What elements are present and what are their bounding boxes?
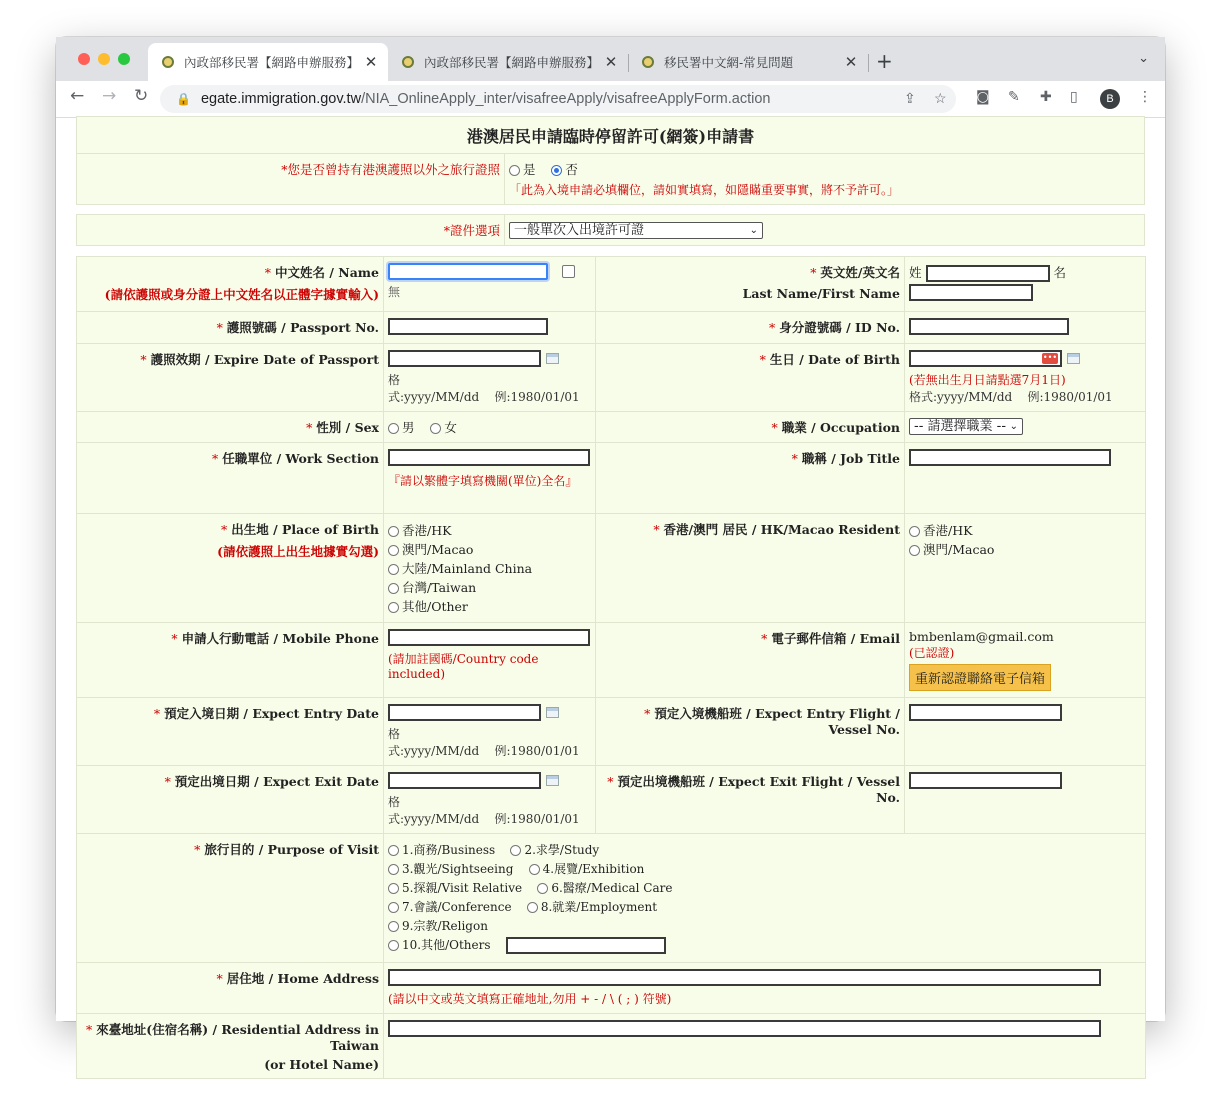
home-address-note: (請以中文或英文填寫正確地址,勿用 + - / \ ( ; ) 符號) xyxy=(388,992,672,1006)
purpose-visit-relative-radio[interactable] xyxy=(388,883,399,894)
purpose-others-input[interactable] xyxy=(506,937,666,954)
form-title: 港澳居民申請臨時停留許可(網簽)申請書 xyxy=(77,117,1145,154)
entry-flight-input[interactable] xyxy=(909,704,1062,721)
home-address-input[interactable] xyxy=(388,969,1101,986)
pob-option: 大陸/Mainland China xyxy=(388,559,591,578)
doc-type-table xyxy=(76,214,1145,246)
new-tab-icon[interactable]: + xyxy=(876,49,893,73)
calendar-icon[interactable] xyxy=(546,353,559,364)
purpose-study-radio[interactable] xyxy=(510,845,521,856)
more-menu-icon[interactable]: ⋮ xyxy=(1138,89,1152,105)
work-section-note: 『請以繁體字填寫機關(單位)全名』 xyxy=(388,474,578,488)
site-favicon-icon xyxy=(642,56,654,68)
eyedropper-icon[interactable]: ✎ xyxy=(1008,89,1020,105)
dob-input[interactable] xyxy=(909,350,1062,367)
passport-expire-input[interactable] xyxy=(388,350,541,367)
job-title-label: 職稱 / Job Title xyxy=(801,451,900,466)
taiwan-address-input[interactable] xyxy=(388,1020,1101,1037)
tab-title: 移民署中文網-常見問題 xyxy=(664,56,794,70)
other-doc-label: *您是否曾持有港澳護照以外之旅行證照 xyxy=(281,162,500,177)
site-favicon-icon xyxy=(162,56,174,68)
entry-flight-label: 預定入境機船班 / Expect Entry Flight / Vessel No. xyxy=(654,706,900,737)
purpose-label: 旅行目的 / Purpose of Visit xyxy=(204,842,379,857)
chinese-name-label: 中文姓名 / Name xyxy=(275,265,379,280)
purpose-business-radio[interactable] xyxy=(388,845,399,856)
minimize-window-button[interactable] xyxy=(98,53,110,65)
address-bar[interactable] xyxy=(160,85,956,113)
resident-label: 香港/澳門 居民 / HK/Macao Resident xyxy=(663,522,900,537)
close-tab-icon[interactable]: ✕ xyxy=(844,54,858,71)
other-doc-no-radio[interactable] xyxy=(551,165,562,176)
mobile-phone-input[interactable] xyxy=(388,629,590,646)
mobile-phone-label: 申請人行動電話 / Mobile Phone xyxy=(181,631,379,646)
tab-search-chevron-icon[interactable]: ⌄ xyxy=(1138,51,1149,66)
purpose-religion-radio[interactable] xyxy=(388,921,399,932)
calendar-icon[interactable] xyxy=(546,707,559,718)
pob-other-radio[interactable] xyxy=(388,602,399,613)
purpose-employment-radio[interactable] xyxy=(527,902,538,913)
occupation-select[interactable]: -- 請選擇職業 -- ⌄ xyxy=(909,418,1023,435)
email-value: bmbenlam@gmail.com xyxy=(909,629,1054,644)
page-content xyxy=(56,118,1165,1072)
pob-option: 澳門/Macao xyxy=(388,540,591,559)
lock-icon: 🔒 xyxy=(176,92,191,106)
passport-no-input[interactable] xyxy=(388,318,548,335)
english-name-label: 英文姓/英文名 xyxy=(820,265,900,280)
tab-title: 內政部移民署【網路申辦服務】 xyxy=(184,56,360,70)
work-section-input[interactable] xyxy=(388,449,590,466)
close-tab-icon[interactable]: ✕ xyxy=(604,54,618,71)
resident-macao-radio[interactable] xyxy=(909,545,920,556)
back-arrow-icon[interactable]: ← xyxy=(70,86,85,106)
other-doc-yes-radio[interactable] xyxy=(509,165,520,176)
pob-hk-radio[interactable] xyxy=(388,526,399,537)
purpose-conference-radio[interactable] xyxy=(388,902,399,913)
tab-separator xyxy=(868,54,869,72)
exit-flight-input[interactable] xyxy=(909,772,1062,789)
dob-label: 生日 / Date of Birth xyxy=(769,352,900,367)
doc-type-select[interactable]: 一般單次入出境許可證 ⌄ xyxy=(509,222,763,239)
side-panel-icon[interactable]: ▯ xyxy=(1070,89,1078,105)
tab-2[interactable] xyxy=(388,43,628,81)
tab-bar xyxy=(56,37,1165,81)
close-tab-icon[interactable]: ✕ xyxy=(364,54,378,71)
chinese-name-note: (請依護照或身分證上中文姓名以正體字據實輸入) xyxy=(104,287,379,302)
work-section-label: 任職單位 / Work Section xyxy=(222,451,379,466)
header-table: 港澳居民申請臨時停留許可(網簽)申請書 *您是否曾持有港澳護照以外之旅行證照 是 否 「此為入境申請必填欄位，請如實填寫，如隱瞞重要事實，將不予許可。」 xyxy=(76,116,1145,205)
email-label: 電子郵件信箱 / Email xyxy=(771,631,900,646)
mobile-phone-note: (請加註國碼/Country code included) xyxy=(388,652,539,681)
pob-option: 其他/Other xyxy=(388,597,591,616)
no-chinese-name-checkbox[interactable] xyxy=(562,265,575,278)
place-of-birth-note: (請依護照上出生地據實勾選) xyxy=(217,544,379,559)
resident-option: 香港/HK xyxy=(909,521,1141,540)
browser-toolbar xyxy=(56,81,1165,118)
other-doc-note: 「此為入境申請必填欄位，請如實填寫，如隱瞞重要事實，將不予許可。」 xyxy=(509,183,900,197)
occupation-label: 職業 / Occupation xyxy=(781,420,900,435)
resident-hk-radio[interactable] xyxy=(909,526,920,537)
passport-no-label: 護照號碼 / Passport No. xyxy=(226,320,379,335)
tab-1[interactable] xyxy=(148,43,388,81)
pob-taiwan-radio[interactable] xyxy=(388,583,399,594)
pob-china-radio[interactable] xyxy=(388,564,399,575)
dob-note: (若無出生月日請點選7月1日) xyxy=(909,373,1066,387)
chevron-down-icon: ⌄ xyxy=(1009,421,1018,432)
purpose-sightseeing-radio[interactable] xyxy=(388,864,399,875)
purpose-medical-radio[interactable] xyxy=(537,883,548,894)
site-favicon-icon xyxy=(402,56,414,68)
no-chinese-name-label: 無 xyxy=(388,285,401,299)
surname-input[interactable] xyxy=(926,265,1050,282)
applicant-form-table: * 中文姓名 / Name (請依護照或身分證上中文姓名以正體字據實輸入) 無 * 英文姓/英文名 Last Name/First Name 姓 名 * 護照號碼 / Passport No. * 身分證號碼 / ID No. * 護照效期 / Expire Date of Passport 格式:yyyy/MM/dd 例:1980/01/01 * 生日 / Date of Birth ••• (若無出生月日請點選7月1日) 格式:yyyy/MM/dd 例:1980/01/01 * 性別 / Sex 男 女 * 職業 / Occupation -- 請選擇職業 -- ⌄ * 任職單位 / Work Section 『請以繁體字填寫機關(單位)全名』 * 職稱 / Job Title * 出生地 / Place of Birth (請依護照上出生地據實勾選) 香港/HK 澳門/Macao 大陸/Mainland China 台灣/Taiwan 其他/Other * 香港/澳門 居民 / HK/Macao Resident 香港/HK 澳門/Macao * 申請人行動電話 / Mobile Phone (請加註國碼/Country code included) * 電子郵件信箱 / Email bmbenlam@gmail.com (已認證) 重新認證聯絡電子信箱 * 預定入境日期 / Expect Entry Date 格式:yyyy/MM/dd 例:1980/01/01 * 預定入境機船班 / Expect Entry Flight / Vessel No. * 預定出境日期 / Expect Exit Date 格式:yyyy/MM/dd 例:1980/01/01 * 預定出境機船班 / Expect Exit Flight / Vessel No. * 旅行目的 / Purpose of Visit 1.商務/Business 2.求學/Study 3.觀光/Sightseeing 4.展覽/Exhibition 5.探親/Visit Relative 6.醫療/Medical Care 7.會議/Conference 8.就業/Employment 9.宗教/Religon 10.其他/Others * 居住地 / Home Address (請以中文或英文填寫正確地址,勿用 + - / \ ( ; ) 符號) * 來臺地址(住宿名稱) / Residential Address in Taiwan (or Hotel Name) xyxy=(76,256,1146,1079)
bookmark-star-icon[interactable]: ☆ xyxy=(934,90,947,106)
url-host: egate.immigration.gov.tw xyxy=(200,91,362,107)
sex-male-radio[interactable] xyxy=(388,423,399,434)
share-icon[interactable]: ⇪ xyxy=(904,90,916,106)
home-address-label: 居住地 / Home Address xyxy=(226,971,379,986)
exit-date-label: 預定出境日期 / Expect Exit Date xyxy=(174,774,379,789)
pob-option: 香港/HK xyxy=(388,521,591,540)
passport-expire-label: 護照效期 / Expire Date of Passport xyxy=(150,352,379,367)
english-name-sublabel: Last Name/First Name xyxy=(742,286,900,301)
job-title-input[interactable] xyxy=(909,449,1111,466)
sex-female-radio[interactable] xyxy=(430,423,441,434)
taiwan-address-sublabel: (or Hotel Name) xyxy=(264,1057,379,1072)
exit-date-input[interactable] xyxy=(388,772,541,789)
zoom-window-button[interactable] xyxy=(118,53,130,65)
reverify-email-button[interactable]: 重新認證聯絡電子信箱 xyxy=(909,664,1051,691)
sex-label: 性別 / Sex xyxy=(316,420,379,435)
calendar-icon[interactable] xyxy=(1067,353,1080,364)
chinese-name-input[interactable] xyxy=(388,263,548,280)
chevron-down-icon: ⌄ xyxy=(749,224,758,236)
browser-window xyxy=(56,37,1165,1072)
forward-arrow-icon[interactable]: → xyxy=(102,86,117,106)
entry-date-input[interactable] xyxy=(388,704,541,721)
resident-option: 澳門/Macao xyxy=(909,540,1141,559)
id-no-input[interactable] xyxy=(909,318,1069,335)
autofill-key-icon[interactable]: ••• xyxy=(1042,353,1058,362)
reload-icon[interactable]: ↻ xyxy=(134,86,149,106)
pob-option: 台灣/Taiwan xyxy=(388,578,591,597)
close-window-button[interactable] xyxy=(78,53,90,65)
id-no-label: 身分證號碼 / ID No. xyxy=(779,320,900,335)
calendar-icon[interactable] xyxy=(546,775,559,786)
camera-icon[interactable]: ◙ xyxy=(976,89,990,105)
extensions-puzzle-icon[interactable]: ✚ xyxy=(1040,89,1052,105)
email-verified-status: (已認證) xyxy=(909,646,955,660)
tab-title: 內政部移民署【網路申辦服務】 xyxy=(424,56,600,70)
pob-macao-radio[interactable] xyxy=(388,545,399,556)
url-path: /NIA_OnlineApply_inter/visafreeApply/visafreeApplyForm.action xyxy=(361,91,771,107)
profile-avatar[interactable]: B xyxy=(1100,89,1120,109)
tab-3[interactable] xyxy=(628,43,868,81)
entry-date-label: 預定入境日期 / Expect Entry Date xyxy=(164,706,379,721)
exit-flight-label: 預定出境機船班 / Expect Exit Flight / Vessel No. xyxy=(617,774,900,805)
doc-type-label: *證件選項 xyxy=(443,223,500,238)
purpose-others-radio[interactable] xyxy=(388,940,399,951)
purpose-exhibition-radio[interactable] xyxy=(529,864,540,875)
place-of-birth-label: 出生地 / Place of Birth xyxy=(231,522,379,537)
given-name-input[interactable] xyxy=(909,284,1033,301)
taiwan-address-label: 來臺地址(住宿名稱) / Residential Address in Taiwan xyxy=(96,1022,379,1053)
